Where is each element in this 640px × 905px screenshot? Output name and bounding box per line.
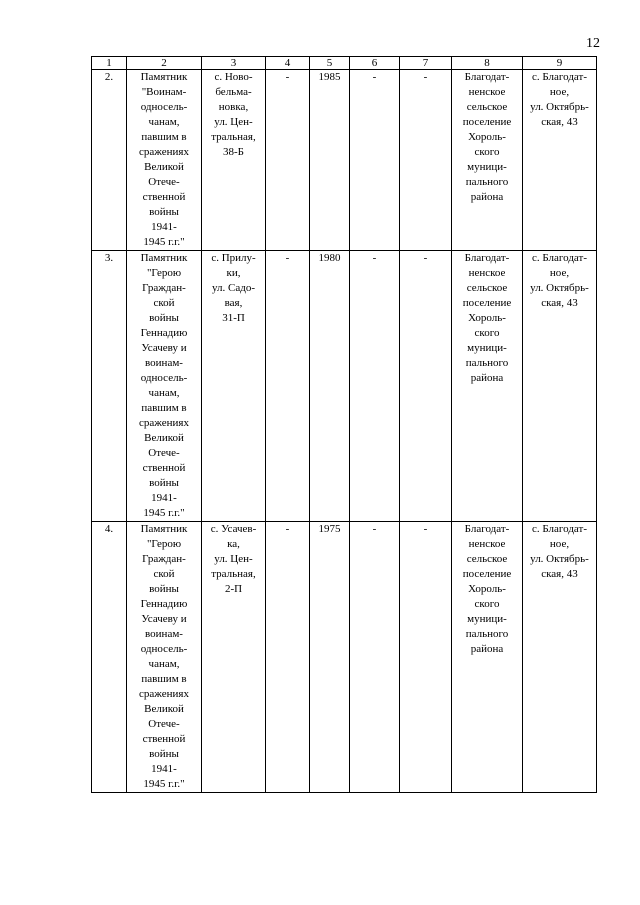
column-7-value: - — [400, 70, 452, 251]
table-row — [92, 522, 597, 793]
monument-name: Памятник "Воинам- односель- чанам, павшим в сражениях Великой Отече- ственной войны 1941- 1945 г.г." — [127, 70, 202, 251]
year-value: 1980 — [310, 251, 350, 522]
table-header-row — [92, 57, 597, 70]
page-number: 12 — [586, 36, 600, 51]
column-header: 8 — [452, 57, 523, 70]
column-header: 2 — [127, 57, 202, 70]
owner-location: с. Благодат- ное, ул. Октябрь- ская, 43 — [523, 251, 597, 522]
monuments-table — [91, 56, 597, 793]
owner-location: с. Благодат- ное, ул. Октябрь- ская, 43 — [523, 522, 597, 793]
row-number: 4. — [92, 522, 127, 793]
row-number: 3. — [92, 251, 127, 522]
monument-address: с. Ново- бельма- новка, ул. Цен- тральная, 38-Б — [202, 70, 266, 251]
column-6-value: - — [350, 70, 400, 251]
owner-location: с. Благодат- ное, ул. Октябрь- ская, 43 — [523, 70, 597, 251]
column-header: 7 — [400, 57, 452, 70]
year-value: 1985 — [310, 70, 350, 251]
monument-address: с. Прилу- ки, ул. Садо- вая, 31-П — [202, 251, 266, 522]
column-7-value: - — [400, 251, 452, 522]
column-header: 6 — [350, 57, 400, 70]
monument-name: Памятник "Герою Граждан- ской войны Геннадию Усачеву и воинам- односель- чанам, павшим в сражениях Великой Отече- ственной войны 1941- 1945 г.г." — [127, 251, 202, 522]
column-header: 9 — [523, 57, 597, 70]
column-6-value: - — [350, 522, 400, 793]
column-header: 3 — [202, 57, 266, 70]
column-6-value: - — [350, 251, 400, 522]
owner-value: Благодат- ненское сельское поселение Хороль- ского муници- пального района — [452, 70, 523, 251]
column-header: 1 — [92, 57, 127, 70]
monument-address: с. Усачев- ка, ул. Цен- тральная, 2-П — [202, 522, 266, 793]
column-4-value: - — [266, 70, 310, 251]
table-row — [92, 251, 597, 522]
column-7-value: - — [400, 522, 452, 793]
column-4-value: - — [266, 522, 310, 793]
column-header: 4 — [266, 57, 310, 70]
owner-value: Благодат- ненское сельское поселение Хороль- ского муници- пального района — [452, 251, 523, 522]
column-header: 5 — [310, 57, 350, 70]
monument-name: Памятник "Герою Граждан- ской войны Геннадию Усачеву и воинам- односель- чанам, павшим в сражениях Великой Отече- ственной войны 1941- 1945 г.г." — [127, 522, 202, 793]
table-row — [92, 70, 597, 251]
column-4-value: - — [266, 251, 310, 522]
year-value: 1975 — [310, 522, 350, 793]
row-number: 2. — [92, 70, 127, 251]
owner-value: Благодат- ненское сельское поселение Хороль- ского муници- пального района — [452, 522, 523, 793]
